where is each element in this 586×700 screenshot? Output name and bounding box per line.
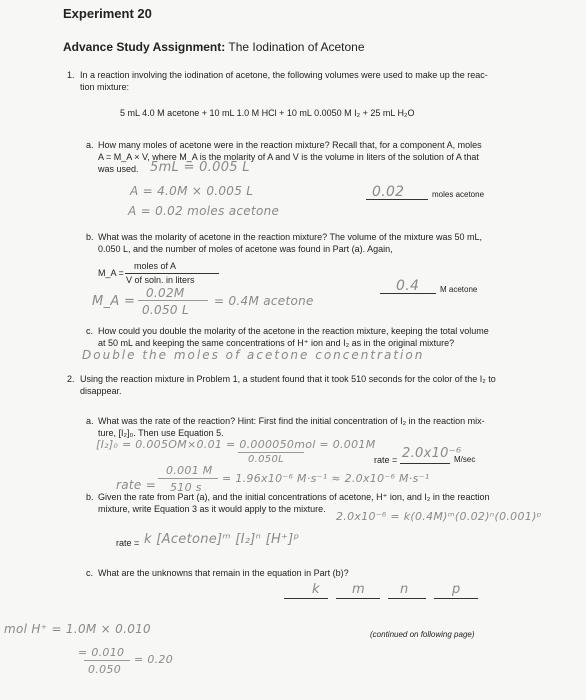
q2a-hw-rate-den: 510 s: [170, 481, 202, 494]
q2c-unknown-n: n: [400, 582, 409, 597]
bottom-hw-frac-result: = 0.20: [134, 653, 174, 666]
q1-text-line2: tion mixture:: [80, 82, 130, 92]
q2c-line-p: [434, 598, 478, 599]
q2b-line1: Given the rate from Part (a), and the initial concentrations of acetone, H⁺ ion, and I₂ in the reaction: [98, 492, 490, 502]
q2a-hw-i2: [I₂]₀ = 0.005OM×0.01 = 0.000050mol = 0.001M: [96, 438, 376, 451]
q1b-frac-bar: [125, 273, 219, 274]
q2-text-line1: Using the reaction mixture in Problem 1, a student found that it took 510 seconds for the color of the I₂ to: [80, 374, 496, 384]
q2a-hw-rate: rate =: [116, 478, 157, 492]
q1a-label: a.: [86, 140, 94, 150]
q1b-hw-bar: [138, 300, 208, 301]
q2b-rate-label: rate =: [116, 538, 140, 548]
q1b-unit: M acetone: [440, 285, 478, 294]
continued-note: (continued on following page): [370, 630, 475, 639]
q2-text-line2: disappear.: [80, 386, 122, 396]
q1a-answer-line: [366, 199, 428, 200]
q2a-hw-i2-bar: [238, 452, 304, 453]
q1b-frac-num: moles of A: [134, 261, 177, 271]
q1a-line2: A = M_A × V, where M_A is the molarity of A and V is the volume in liters of the solution of A that: [98, 152, 479, 162]
q2a-answer-line: [400, 463, 450, 464]
q1b-frac-den: V of soln. in liters: [126, 275, 195, 285]
q2a-hw-rate-bar: [158, 478, 218, 479]
q1a-handwriting-3: A = 0.02 moles acetone: [128, 204, 280, 218]
q1a-answer: 0.02: [372, 184, 405, 200]
assignment-label: Advance Study Assignment:: [63, 40, 226, 54]
q2a-line1: What was the rate of the reaction? Hint: First find the initial concentration of I₂ in the reaction mix-: [98, 416, 485, 426]
q2c-line1: What are the unknowns that remain in the equation in Part (b)?: [98, 568, 349, 578]
q1-text-line1: In a reaction involving the iodination of acetone, the following volumes were used to make up the reac-: [80, 70, 488, 80]
q1c-line2: at 50 mL and keeping the same concentrations of H⁺ ion and I₂ as in the original mixture?: [98, 338, 455, 348]
q1-number: 1.: [67, 70, 75, 80]
q1b-label: b.: [86, 232, 94, 242]
bottom-hw-frac-den: 0.050: [88, 663, 121, 676]
q1-mixture: 5 mL 4.0 M acetone + 10 mL 1.0 M HCl + 10 mL 0.0050 M I₂ + 25 mL H₂O: [120, 108, 415, 118]
q2c-unknown-k: k: [312, 582, 320, 597]
q2c-label: c.: [86, 568, 94, 578]
q1a-handwriting-1: 5mL = 0.005 L: [150, 160, 250, 175]
q2c-line-m: [336, 598, 380, 599]
q2b-label: b.: [86, 492, 94, 502]
q1b-hw-result: = 0.4M acetone: [214, 294, 314, 308]
q2a-hw-rate-num: 0.001 M: [166, 464, 213, 477]
q2a-hw-i2-den: 0.050L: [248, 454, 284, 465]
q2c-unknown-m: m: [352, 582, 365, 597]
q1a-line1: How many moles of acetone were in the reaction mixture? Recall that, for a component A, moles: [98, 140, 482, 150]
experiment-title: Experiment 20: [63, 6, 152, 21]
q1b-hw-den: 0.050 L: [142, 303, 189, 317]
q2c-unknown-p: p: [452, 582, 461, 597]
q1b-ma: M_A =: [98, 268, 124, 278]
q2-number: 2.: [67, 374, 75, 384]
q2a-rate-label: rate =: [374, 455, 398, 465]
q1a-line3: was used.: [98, 164, 139, 174]
q1b-hw-num: 0.02M: [146, 286, 185, 300]
q1b-answer-line: [380, 293, 436, 294]
q2b-line2: mixture, write Equation 3 as it would apply to the mixture.: [98, 504, 326, 514]
q1b-line1: What was the molarity of acetone in the reaction mixture? The volume of the mixture was 50 mL,: [98, 232, 483, 242]
q1a-handwriting-2: A = 4.0M × 0.005 L: [130, 184, 254, 198]
q2a-label: a.: [86, 416, 94, 426]
assignment-heading: [63, 40, 365, 54]
q2b-hw-equation-values: 2.0x10⁻⁶ = k(0.4M)ᵐ(0.02)ⁿ(0.001)ᵖ: [336, 510, 542, 523]
q2c-line-n: [388, 598, 426, 599]
q2b-hw-equation: k [Acetone]ᵐ [I₂]ⁿ [H⁺]ᵖ: [144, 532, 300, 547]
q2a-answer: 2.0x10⁻⁶: [402, 446, 462, 461]
bottom-hw-frac-bar: [84, 660, 130, 661]
q2a-line2: ture, [I₂]₀. Then use Equation 5.: [98, 428, 224, 438]
q1b-hw-ma: M_A =: [92, 294, 136, 309]
q1b-answer: 0.4: [396, 278, 420, 294]
q1a-unit: moles acetone: [432, 190, 485, 199]
bottom-hw-mol: mol H⁺ = 1.0M × 0.010: [4, 622, 151, 636]
q1b-line2: 0.050 L, and the number of moles of acetone was found in Part (a). Again,: [98, 244, 393, 254]
q2a-hw-rate-result: = 1.96x10⁻⁶ M·s⁻¹ ≈ 2.0x10⁻⁶ M·s⁻¹: [222, 472, 430, 485]
q1c-label: c.: [86, 326, 94, 336]
q1c-line1: How could you double the molarity of the acetone in the reaction mixture, keeping the total volume: [98, 326, 489, 336]
q2a-unit: M/sec: [454, 455, 476, 464]
q1c-handwriting: Double the moles of acetone concentration: [82, 348, 425, 362]
bottom-hw-frac-num: = 0.010: [78, 646, 125, 659]
q2c-line-k: [284, 598, 328, 599]
assignment-title: The Iodination of Acetone: [228, 40, 365, 54]
